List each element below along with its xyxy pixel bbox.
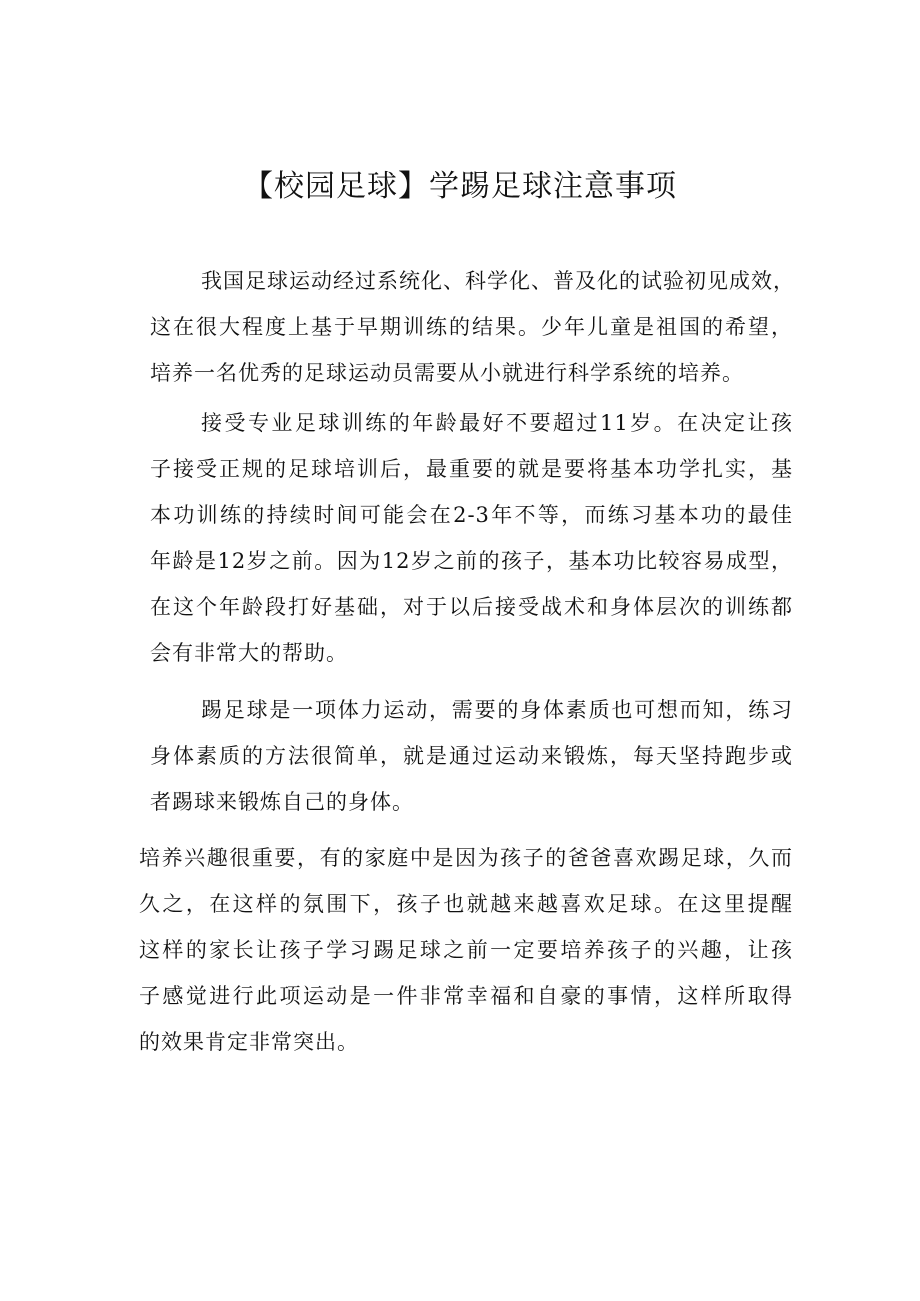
paragraph-line: 本功训练的持续时间可能会在2-3年不等，而练习基本功的最佳 xyxy=(150,503,793,527)
paragraph-early-training xyxy=(150,258,793,396)
paragraph-training-age xyxy=(150,400,793,676)
paragraph-line: 年龄是12岁之前。因为12岁之前的孩子，基本功比较容易成型， xyxy=(150,549,793,573)
paragraph-line: 久之，在这样的氛围下，孩子也就越来越喜欢足球。在这里提醒 xyxy=(139,892,793,916)
paragraph-line: 这样的家长让孩子学习踢足球之前一定要培养孩子的兴趣，让孩 xyxy=(139,938,793,962)
paragraph-line: 培养兴趣很重要，有的家庭中是因为孩子的爸爸喜欢踢足球，久而 xyxy=(139,846,793,870)
paragraph-interest xyxy=(139,835,793,1065)
paragraph-line: 接受专业足球训练的年龄最好不要超过11岁。在决定让孩 xyxy=(201,411,793,435)
document-title: 【校园足球】学踢足球注意事项 xyxy=(243,169,677,204)
paragraph-line: 踢足球是一项体力运动，需要的身体素质也可想而知，练习 xyxy=(201,698,793,722)
paragraph-line: 培养一名优秀的足球运动员需要从小就进行科学系统的培养。 xyxy=(150,361,744,385)
paragraph-line: 者踢球来锻炼自己的身体。 xyxy=(150,790,414,814)
paragraph-line: 在这个年龄段打好基础，对于以后接受战术和身体层次的训练都 xyxy=(150,595,793,619)
paragraph-physical-fitness xyxy=(150,687,793,825)
paragraph-line: 我国足球运动经过系统化、科学化、普及化的试验初见成效， xyxy=(201,269,795,293)
paragraph-line: 的效果肯定非常突出。 xyxy=(139,1030,359,1054)
paragraph-line: 子接受正规的足球培训后，最重要的就是要将基本功学扎实，基 xyxy=(150,457,793,481)
paragraph-line: 会有非常大的帮助。 xyxy=(150,641,348,665)
paragraph-line: 身体素质的方法很简单，就是通过运动来锻炼，每天坚持跑步或 xyxy=(150,744,793,768)
paragraph-line: 子感觉进行此项运动是一件非常幸福和自豪的事情，这样所取得 xyxy=(139,984,793,1008)
paragraph-line: 这在很大程度上基于早期训练的结果。少年儿童是祖国的希望， xyxy=(150,315,793,339)
